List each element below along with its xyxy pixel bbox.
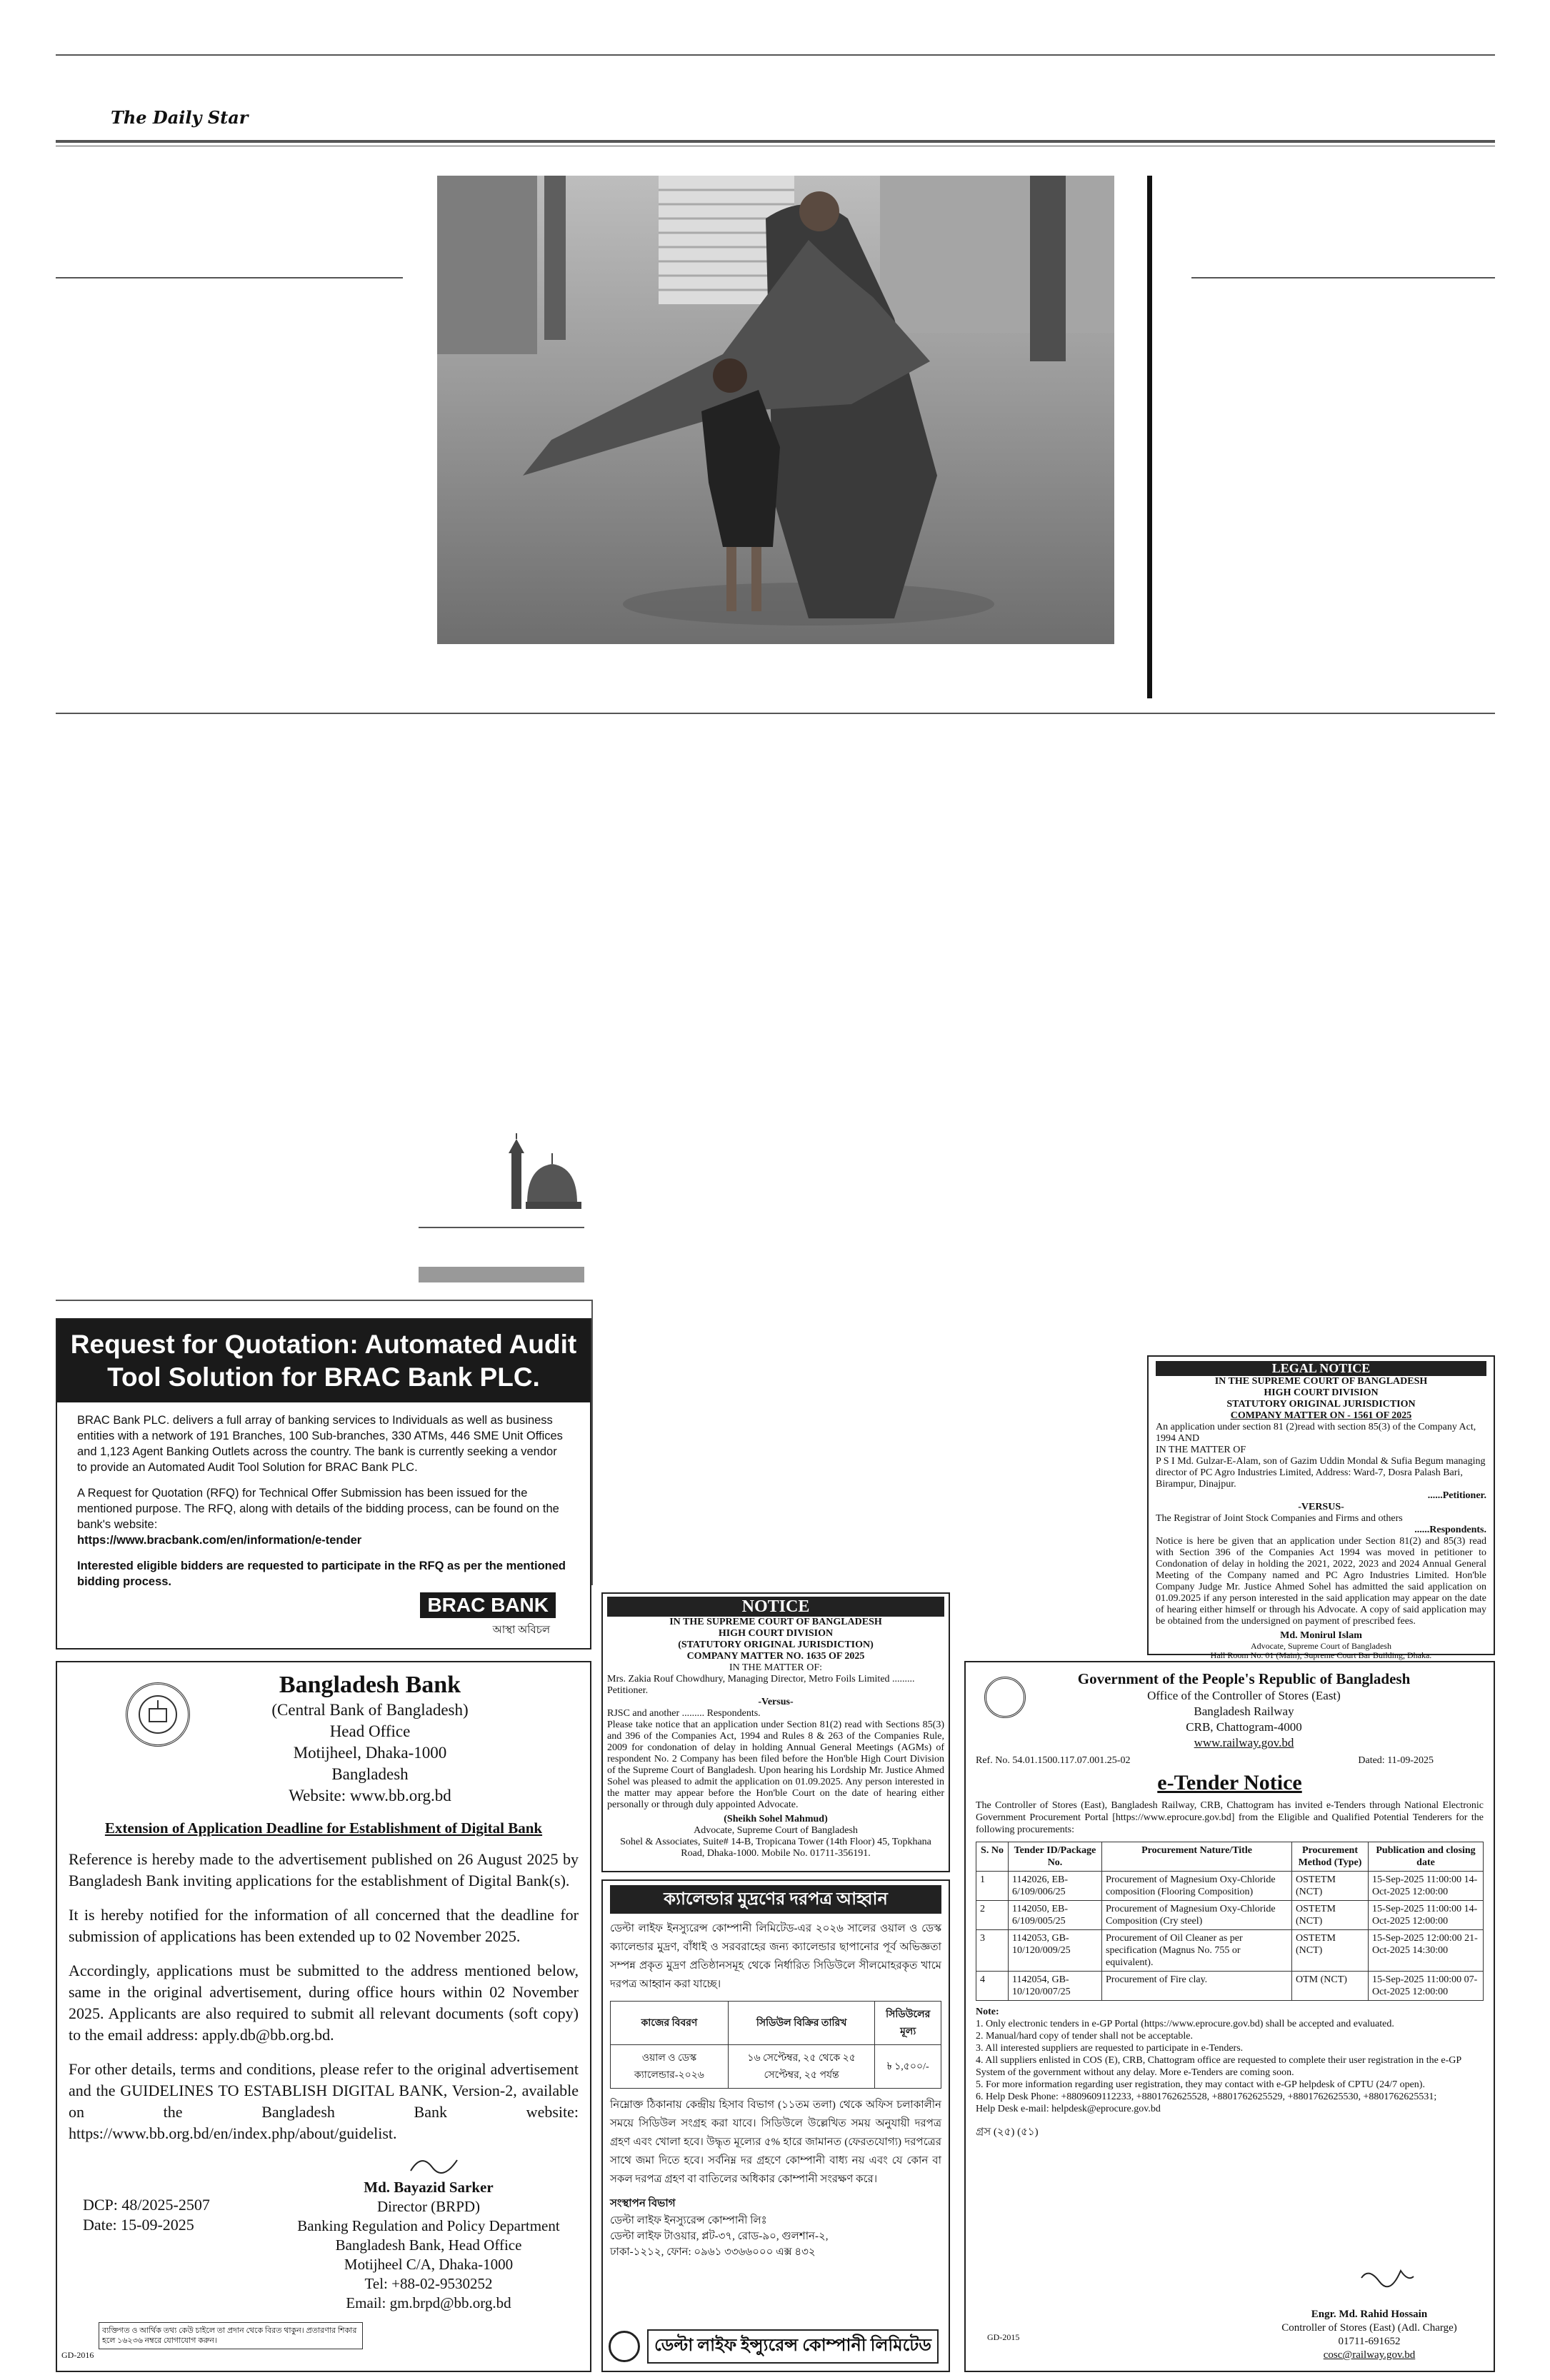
bb-para-4: For other details, terms and conditions, please refer to the original advertisement and the GUIDELINES TO ESTABLISH DIGITAL BANK, Version-2, available on the Bangladesh Bank website: https://www.bb.org.bd/en/index.php/about/guidelist. xyxy=(69,2060,579,2142)
brac-bank-logo: BRAC BANK xyxy=(420,1592,556,1618)
delta-life-logo-icon xyxy=(609,2331,640,2362)
masthead: The Daily Star xyxy=(111,107,249,128)
etender-web[interactable]: www.railway.gov.bd xyxy=(1194,1736,1294,1749)
mosque-rule xyxy=(419,1227,584,1228)
etender-cell: Procurement of Oil Cleaner as per specification (Magnus No. 755 or equivalent). xyxy=(1102,1930,1292,1972)
calendar-header-2: সিডিউলের মূল্য xyxy=(875,2002,941,2045)
brac-rfq-title: Request for Quotation: Automated Audit Tool Solution for BRAC Bank PLC. xyxy=(57,1320,590,1402)
legal-respondents: ......Respondents. xyxy=(1414,1525,1486,1535)
notice-signer-role: Advocate, Supreme Court of Bangladesh xyxy=(694,1825,858,1836)
etender-email[interactable]: cosc@railway.gov.bd xyxy=(1323,2349,1416,2361)
etender-header-3: Procurement Method (Type) xyxy=(1292,1842,1369,1872)
etender-cell: 1 xyxy=(976,1872,1009,1901)
etender-dated: Dated: 11-09-2025 xyxy=(1358,1755,1434,1766)
legal-body-1: An application under section 81 (2)read with section 85(3) of the Company Act, 1994 AND xyxy=(1156,1422,1476,1444)
legal-respondent: The Registrar of Joint Stock Companies and Firms and others xyxy=(1156,1513,1403,1524)
brac-tagline: আস্থা অবিচল xyxy=(492,1625,550,1636)
table-row xyxy=(976,1930,1484,1972)
etender-cell: 1142054, GB-10/120/007/25 xyxy=(1009,1972,1102,2001)
table-row xyxy=(976,1901,1484,1930)
etender-header-1: Tender ID/Package No. xyxy=(1009,1842,1102,1872)
notice-court-2: HIGH COURT DIVISION xyxy=(718,1628,834,1639)
notice-signer-addr: Sohel & Associates, Suite# 14-B, Tropicana Tower (14th Floor) 45, Topkhana Road, Dhaka-1000. Mobile No. 01711-356191. xyxy=(620,1837,931,1859)
bb-para-2: It is hereby notified for the information of all concerned that the deadline for submission of applications has been extended up to 02 November 2025. xyxy=(69,1906,579,1945)
notice-in-matter: IN THE MATTER OF: xyxy=(729,1662,823,1673)
notice-signer: (Sheikh Sohel Mahmud) xyxy=(724,1814,828,1824)
ads-vertical-rule xyxy=(591,1300,593,1585)
header-rule xyxy=(56,140,1495,143)
calendar-intro: ডেল্টা লাইফ ইনস্যুরেন্স কোম্পানী লিমিটেড-এর ২০২৬ সালের ওয়াল ও ডেস্ক ক্যালেন্ডার মুদ্রণ, বাঁধাই ও সরবরাহের জন্য ক্যালেন্ডার ছাপানোর পূর্ব অভিজ্ঞতা সম্পন্ন প্রকৃত মুদ্রণ প্রতিষ্ঠানসমূহ থেকে নির্ধারিত সিডিউলে সীলমোহরকৃত খামে দরপত্র আহ্বান করা যাচ্ছে। xyxy=(610,1923,941,1990)
bb-signer-6[interactable]: Email: gm.brpd@bb.org.bd xyxy=(346,2294,511,2311)
etender-code: গ্রস (২৫) (৫১) xyxy=(976,2127,1039,2138)
table-row xyxy=(976,1872,1484,1901)
etender-signer: Engr. Md. Rahid Hossain xyxy=(1311,2309,1428,2320)
etender-phone: 01711-691652 xyxy=(1338,2336,1401,2347)
calendar-contact-title: সংস্থাপন বিভাগ xyxy=(610,2198,676,2209)
notice-respondent: RJSC and another ......... Respondents. xyxy=(607,1708,761,1719)
etender-note: 3. All interested suppliers are requested to participate in e-Tenders. xyxy=(976,2043,1244,2054)
etender-note: 2. Manual/hard copy of tender shall not be acceptable. xyxy=(976,2031,1193,2042)
calendar-contact-2: ডেল্টা লাইফ টাওয়ার, প্লট-৩৭, রোড-৯০, গুলশান-২, xyxy=(610,2231,829,2242)
calendar-header-1: সিডিউল বিক্রির তারিখ xyxy=(728,2002,875,2045)
bb-signer-2: Banking Regulation and Policy Department xyxy=(297,2217,560,2234)
etender-table xyxy=(976,1842,1484,2001)
legal-versus: -VERSUS- xyxy=(1298,1502,1344,1512)
notice-court-1: IN THE SUPREME COURT OF BANGLADESH xyxy=(669,1617,882,1627)
mosque-bar xyxy=(419,1267,584,1282)
etender-intro: The Controller of Stores (East), Bangladesh Railway, CRB, Chattogram has invited e-Tenders through National Electronic Government Procurement Portal [https://www.eprocure.gov.bd] from the Eligible and Qualified Potential Tenderers for the following procurements: xyxy=(976,1800,1484,1835)
bb-addr-1: Motijheel, Dhaka-1000 xyxy=(293,1744,447,1762)
news-photo xyxy=(437,176,1114,644)
bb-sub: (Central Bank of Bangladesh) xyxy=(271,1701,469,1719)
etender-note: 5. For more information regarding user registration, they may contact with e-GP helpdesk of CPTU (24/7 open). xyxy=(976,2079,1425,2090)
etender-ref: Ref. No. 54.01.1500.117.07.001.25-02 xyxy=(976,1755,1131,1766)
mosque-icon xyxy=(506,1132,584,1212)
etender-cell: 15-Sep-2025 11:00:00 14-Oct-2025 12:00:00 xyxy=(1369,1901,1484,1930)
calendar-title: ক্যালেন্ডার মুদ্রণের দরপত্র আহ্বান xyxy=(610,1885,941,1914)
etender-header-0: S. No xyxy=(976,1842,1009,1872)
etender-cell: Procurement of Magnesium Oxy-Chloride Composition (Cry steel) xyxy=(1102,1901,1292,1930)
legal-court-1: IN THE SUPREME COURT OF BANGLADESH xyxy=(1214,1376,1428,1387)
etender-org: Bangladesh Railway xyxy=(1194,1704,1294,1718)
etender-note-label: Note: xyxy=(976,2007,999,2017)
legal-notice-ad xyxy=(1147,1355,1495,1660)
calendar-contact-3: ঢাকা-১২১২, ফোন: ০৯৬১ ৩৩৬৬০০০ এক্স ৪৩২ xyxy=(610,2246,816,2258)
legal-matter: COMPANY MATTER ON - 1561 OF 2025 xyxy=(1230,1410,1412,1421)
bb-para-3: Accordingly, applications must be submitted to the address mentioned below, same in the original advertisement, during office hours within 02 November 2025. Applicants are also required to submit all relevant documents (soft copy) to the email address: apply.db@bb.org.bd. xyxy=(69,1962,579,2044)
bb-signer: Md. Bayazid Sarker xyxy=(364,2179,494,2196)
etender-cell: 4 xyxy=(976,1972,1009,2001)
etender-note: 4. All suppliers enlisted in COS (E), CRB, Chattogram office are requested to complete their user registration in the e-GP System of the government without any delay. More e-Tenders are coming soon. xyxy=(976,2055,1461,2078)
etender-gd: GD-2015 xyxy=(987,2332,1020,2342)
legal-notice-title: LEGAL NOTICE xyxy=(1156,1361,1486,1376)
etender-cell: OSTETM (NCT) xyxy=(1292,1930,1369,1972)
calendar-header-0: কাজের বিবরণ xyxy=(611,2002,729,2045)
notice-versus: -Versus- xyxy=(758,1697,794,1707)
etender-signer-role: Controller of Stores (East) (Adl. Charge) xyxy=(1281,2322,1457,2334)
legal-court-2: HIGH COURT DIVISION xyxy=(1264,1387,1379,1398)
etender-cell: 1142053, GB-10/120/009/25 xyxy=(1009,1930,1102,1972)
calendar-contact-1: ডেল্টা লাইফ ইনস্যুরেন্স কোম্পানী লিঃ xyxy=(610,2215,767,2226)
bb-para-1: Reference is hereby made to the advertisement published on 26 August 2025 by Bangladesh Bank inviting applications for the establishment of Digital Bank(s). xyxy=(69,1850,579,1889)
bangladesh-bank-ad xyxy=(56,1661,591,2372)
brac-para-2: A Request for Quotation (RFQ) for Technical Offer Submission has been issued for the mentioned purpose. The RFQ, along with details of the bidding process, can be found on the bank's website: xyxy=(77,1487,559,1531)
bb-footnote: ব্যক্তিগত ও আর্থিক তথ্য কেউ চাইলে তা প্রদান থেকে বিরত থাকুন। প্রতারণার শিকার হলে ১৬২৩৬ নম্বরে যোগাযোগ করুন। xyxy=(99,2322,363,2349)
etender-note: 6. Help Desk Phone: +8809609112233, +8801762625528, +8801762625529, +8801762625530, +8801762625531; xyxy=(976,2092,1437,2102)
column-divider-bar xyxy=(1147,176,1152,698)
bb-addr-2: Bangladesh xyxy=(331,1765,409,1783)
bb-signer-3: Bangladesh Bank, Head Office xyxy=(335,2236,522,2254)
etender-cell: 2 xyxy=(976,1901,1009,1930)
legal-petitioner: ......Petitioner. xyxy=(1427,1490,1486,1501)
etender-header-4: Publication and closing date xyxy=(1369,1842,1484,1872)
bangladesh-bank-logo xyxy=(126,1682,190,1747)
bb-office: Head Office xyxy=(329,1722,411,1740)
photo-illustration xyxy=(437,176,1114,644)
etender-cell: 15-Sep-2025 11:00:00 07-Oct-2025 12:00:00 xyxy=(1369,1972,1484,2001)
calendar-company: ডেল্টা লাইফ ইন্স্যুরেন্স কোম্পানী লিমিটেড xyxy=(647,2329,939,2364)
etender-office: Office of the Controller of Stores (East) xyxy=(1147,1689,1341,1702)
bb-signature xyxy=(407,2149,464,2178)
etender-cell: OSTETM (NCT) xyxy=(1292,1872,1369,1901)
legal-body-3: P S I Md. Gulzar-E-Alam, son of Gazim Uddin Mondal & Sufia Begum managing director of PC Agro Industries Limited, Address: Ward-7, Dosra Palash Bari, Birampur, Dinajpur. xyxy=(1156,1456,1486,1490)
etender-cell: OSTETM (NCT) xyxy=(1292,1901,1369,1930)
bb-name: Bangladesh Bank xyxy=(279,1672,461,1698)
calendar-cell-2: ৳ ১,৫০০/- xyxy=(875,2045,941,2089)
notice-title: NOTICE xyxy=(607,1597,944,1617)
legal-court-3: STATUTORY ORIGINAL JURISDICTION xyxy=(1226,1399,1416,1410)
etender-note: 1. Only electronic tenders in e-GP Portal (https://www.eprocure.gov.bd) shall be accepted and evaluated. xyxy=(976,2019,1394,2029)
ads-top-rule-left xyxy=(56,1300,591,1301)
photo-bottom-rule xyxy=(56,713,1495,714)
etender-header-2: Procurement Nature/Title xyxy=(1102,1842,1292,1872)
legal-body-2: IN THE MATTER OF xyxy=(1156,1445,1246,1455)
etender-cell: 15-Sep-2025 12:00:00 21-Oct-2025 14:30:00 xyxy=(1369,1930,1484,1972)
etender-ad xyxy=(964,1661,1495,2372)
calendar-body: নিম্নোক্ত ঠিকানায় কেন্দ্রীয় হিসাব বিভাগ (১১তম তলা) থেকে অফিস চলাকালীন সময়ে সিডিউল সংগ্রহ করা যাবে। সিডিউলে উল্লেখিত সময় অনুযায়ী দরপত্র গ্রহণ এবং খোলা হবে। উদ্ধৃত মূল্যের ৫% হারে জামানত (ফেরতযোগ্য) দরপত্রের সাথে জমা দিতে হবে। সর্বনিম্ন দর গ্রহণে কোম্পানী বাধ্য নয় এবং যে কোন বা সকল দরপত্র গ্রহণ বা বাতিলের অধিকার কোম্পানী সংরক্ষণ করে। xyxy=(610,2099,941,2185)
etender-title: e-Tender Notice xyxy=(1157,1771,1302,1794)
bb-date: Date: 15-09-2025 xyxy=(83,2216,194,2234)
notice-body: Please take notice that an application under Section 81(2) read with Sections 85(3) and 396 of the Companies Act, 1994 and Rules 8 & 263 of the Companies Rule, 2009 for condonation of delay in holding Annual General Meetings (AGMs) of respondent No. 2 Company has been filed before the Hon'ble High Court Division of the Supreme Court of Bangladesh. Upon hearing his Lordship Mr. Justice Ahmed Sohel was pleased to admit the application on 01.09.2025. Any person interested in the matter may appear before the Hon'ble Court on the date of hearing either personally or through duly appointed Advocate. xyxy=(607,1719,944,1810)
brac-para-3: Interested eligible bidders are requested to participate in the RFQ as per the mentioned bidding process. xyxy=(77,1560,566,1588)
etender-gov: Government of the People's Republic of Bangladesh xyxy=(1077,1670,1411,1687)
table-row xyxy=(976,1972,1484,2001)
calendar-cell-1: ১৬ সেপ্টেম্বর, ২৫ থেকে ২৫ সেপ্টেম্বর, ২৫ পর্যন্ত xyxy=(728,2045,875,2089)
etender-loc: CRB, Chattogram-4000 xyxy=(1186,1720,1302,1734)
bb-website[interactable]: Website: www.bb.org.bd xyxy=(289,1787,451,1804)
calendar-tender-ad xyxy=(601,1879,950,2372)
top-rule xyxy=(56,54,1495,56)
etender-cell: 1142026, EB-6/109/006/25 xyxy=(1009,1872,1102,1901)
notice-matter: COMPANY MATTER NO. 1635 OF 2025 xyxy=(686,1651,865,1662)
etender-cell: 15-Sep-2025 11:00:00 14-Oct-2025 12:00:00 xyxy=(1369,1872,1484,1901)
brac-para-1: BRAC Bank PLC. delivers a full array of banking services to Individuals as well as business entities with a network of 191 Branches, 100 Sub-branches, 330 ATMs, 446 SME Unit Offices and 1,123 Agent Banking Outlets across the country. The bank is currently seeking a vendor to provide an Automated Audit Tool Solution for BRAC Bank PLC. xyxy=(77,1414,563,1474)
bb-heading: Extension of Application Deadline for Establishment of Digital Bank xyxy=(104,1819,543,1837)
legal-signer: Md. Monirul Islam xyxy=(1280,1630,1362,1641)
etender-cell: 3 xyxy=(976,1930,1009,1972)
etender-note: Help Desk e-mail: helpdesk@eprocure.gov.bd xyxy=(976,2104,1161,2114)
etender-cell: Procurement of Fire clay. xyxy=(1102,1972,1292,2001)
bb-signer-4: Motijheel C/A, Dhaka-1000 xyxy=(344,2256,514,2273)
right-rule xyxy=(1191,277,1495,278)
left-rule xyxy=(56,277,403,278)
calendar-table xyxy=(610,2001,941,2089)
bb-gd: GD-2016 xyxy=(61,2350,94,2360)
etender-cell: OTM (NCT) xyxy=(1292,1972,1369,2001)
calendar-cell-0: ওয়াল ও ডেস্ক ক্যালেন্ডার-২০২৬ xyxy=(611,2045,729,2089)
bb-dcp: DCP: 48/2025-2507 xyxy=(83,2196,210,2214)
legal-signer-addr: Hall Room No. 01 (Main), Supreme Court Bar Building, Dhaka. xyxy=(1210,1650,1432,1660)
bb-signer-5: Tel: +88-02-9530252 xyxy=(364,2275,493,2292)
brac-rfq-ad xyxy=(56,1318,591,1650)
legal-signer-role: Advocate, Supreme Court of Bangladesh xyxy=(1251,1641,1391,1651)
etender-cell: 1142050, EB-6/109/005/25 xyxy=(1009,1901,1102,1930)
etender-cell: Procurement of Magnesium Oxy-Chloride composition (Flooring Composition) xyxy=(1102,1872,1292,1901)
notice-petitioner: Mrs. Zakia Rouf Chowdhury, Managing Director, Metro Foils Limited ......... Petitioner. xyxy=(607,1674,915,1696)
brac-url-link[interactable]: https://www.bracbank.com/en/information/e-tender xyxy=(77,1534,362,1547)
notice-court-3: (STATUTORY ORIGINAL JURISDICTION) xyxy=(678,1640,874,1650)
notice-ad xyxy=(601,1592,950,1872)
legal-notice-body: Notice is here be given that an application under Section 81(2) and 85(3) read with Section 396 of the Companies Act 1994 was moved in petitioner to Condonation of delay in holding the 2021, 2022, 2023 and 2024 Annual General Meeting of the Company named and PC Agro Industries Limited. Hon'ble Company Judge Mr. Justice Ahmed Sohel has admitted the said application on 01.09.2025 if any person interested in the said application may appear on the date of hearing either himself or through his Advocate. A copy of said application may be obtained from the undersigned on payment of prescribed fees. xyxy=(1156,1536,1486,1627)
railway-logo-icon xyxy=(984,1677,1026,1718)
etender-signature xyxy=(1358,2264,1415,2292)
bb-signer-1: Director (BRPD) xyxy=(376,2198,481,2215)
